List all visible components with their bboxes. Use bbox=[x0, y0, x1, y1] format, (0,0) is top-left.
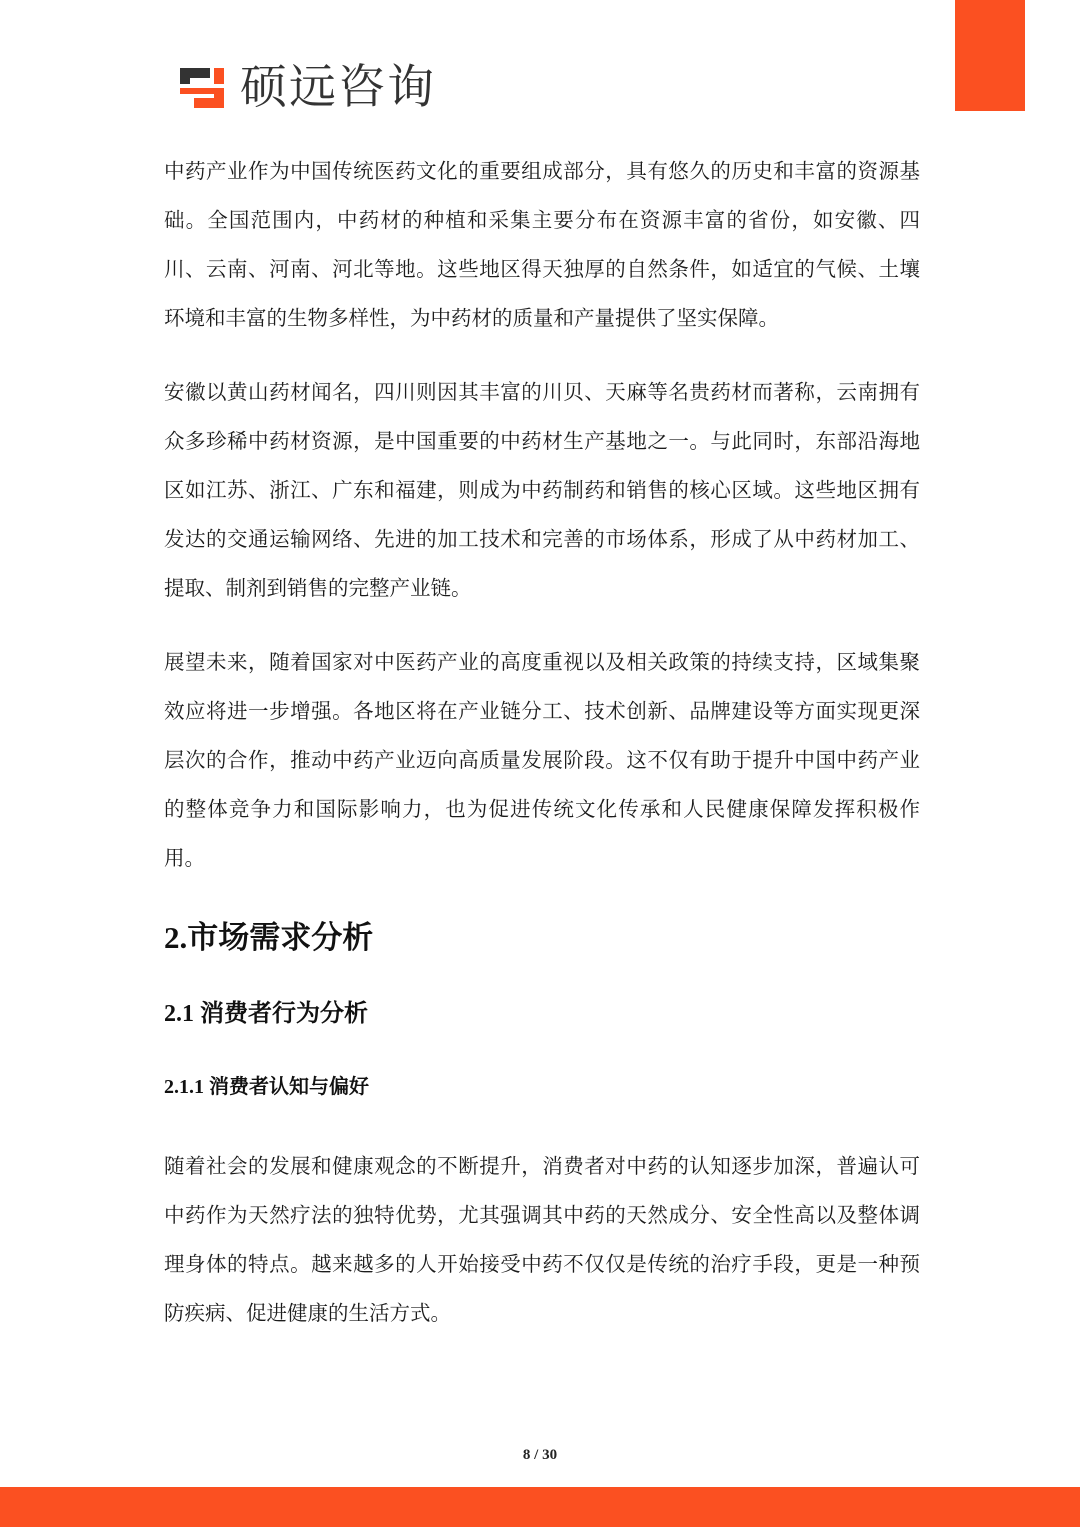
section-heading: 2.市场需求分析 bbox=[164, 920, 374, 955]
body-paragraph-3: 展望未来，随着国家对中医药产业的高度重视以及相关政策的持续支持，区域集聚效应将进一步增强。各地区将在产业链分工、技术创新、品牌建设等方面实现更深层次的合作，推动中药产业迈向高质量发展阶段。这不仅有助于提升中国中药产业的整体竞争力和国际影响力，也为促进传统文化传承和人民健康保障发挥积极作用。 bbox=[164, 650, 920, 870]
brand-name: 硕远咨询 bbox=[240, 60, 436, 115]
page-content bbox=[164, 147, 920, 1338]
footer-accent-bar bbox=[0, 1487, 1080, 1527]
page-number: 8 / 30 bbox=[522, 1447, 558, 1463]
corner-accent-tab bbox=[955, 0, 1025, 111]
body-paragraph-1: 中药产业作为中国传统医药文化的重要组成部分，具有悠久的历史和丰富的资源基础。全国范围内，中药材的种植和采集主要分布在资源丰富的省份，如安徽、四川、云南、河南、河北等地。这些地区得天独厚的自然条件，如适宜的气候、土壤环境和丰富的生物多样性，为中药材的质量和产量提供了坚实保障。 bbox=[164, 159, 920, 330]
body-paragraph-2: 安徽以黄山药材闻名，四川则因其丰富的川贝、天麻等名贵药材而著称，云南拥有众多珍稀中药材资源，是中国重要的中药材生产基地之一。与此同时，东部沿海地区如江苏、浙江、广东和福建，则成为中药制药和销售的核心区域。这些地区拥有发达的交通运输网络、先进的加工技术和完善的市场体系，形成了从中药材加工、提取、制剂到销售的完整产业链。 bbox=[164, 380, 920, 600]
brand-logo bbox=[176, 60, 436, 116]
section-paragraph: 随着社会的发展和健康观念的不断提升，消费者对中药的认知逐步加深，普遍认可中药作为天然疗法的独特优势，尤其强调其中药的天然成分、安全性高以及整体调理身体的特点。越来越多的人开始接受中药不仅仅是传统的治疗手段，更是一种预防疾病、促进健康的生活方式。 bbox=[164, 1154, 920, 1325]
subsubsection-heading: 2.1.1 消费者认知与偏好 bbox=[164, 1076, 369, 1098]
subsection-heading: 2.1 消费者行为分析 bbox=[164, 1001, 368, 1027]
logo-mark-icon bbox=[176, 64, 228, 112]
